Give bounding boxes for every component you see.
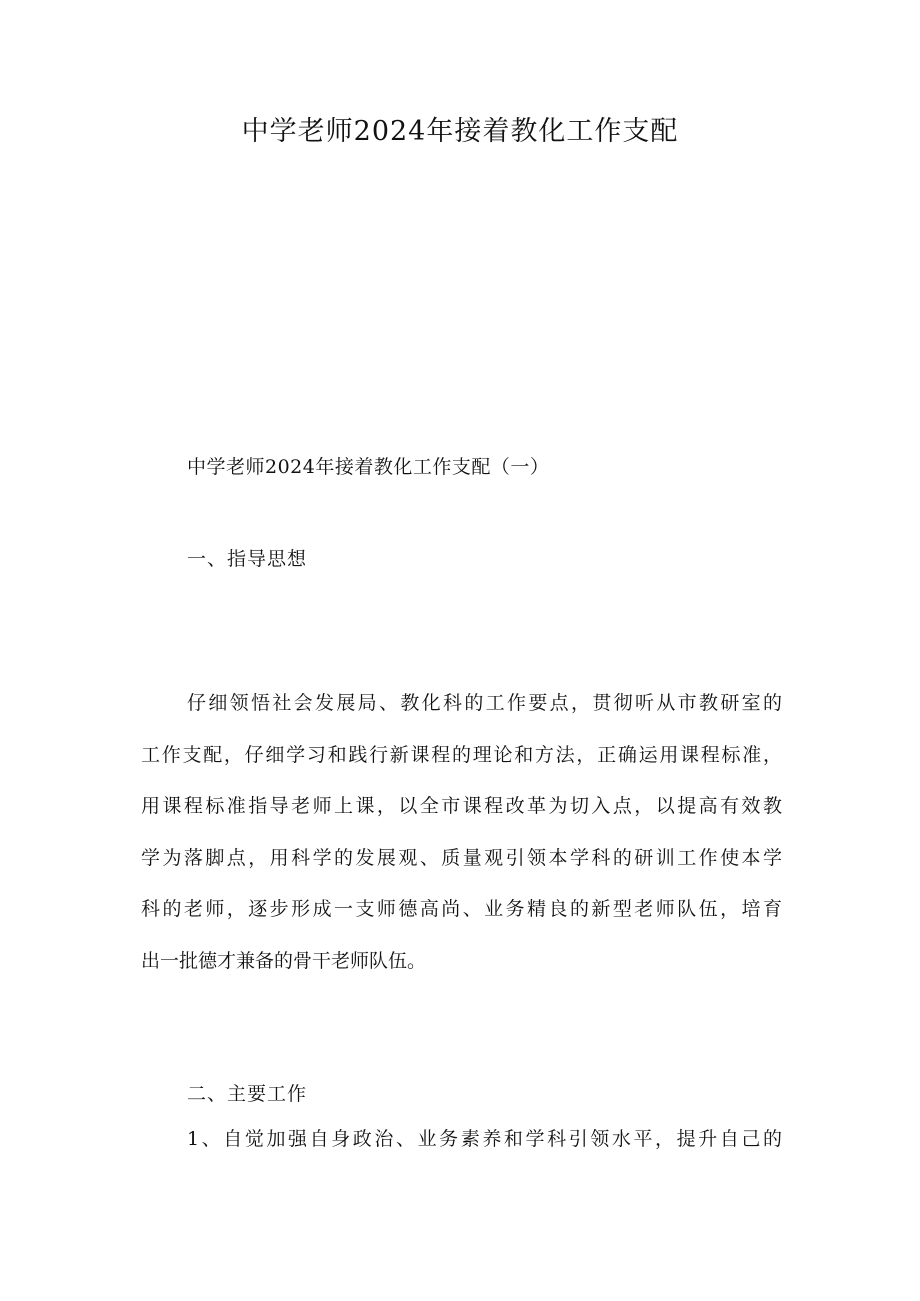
paragraph-line: 学为落脚点，用科学的发展观、质量观引领本学科的研训工作使本学 bbox=[141, 846, 782, 869]
paragraph-line: 科的老师，逐步形成一支师德高尚、业务精良的新型老师队伍，培育 bbox=[141, 898, 782, 920]
section-2-heading: 二、主要工作 bbox=[187, 1083, 308, 1105]
section-1-heading: 一、指导思想 bbox=[187, 548, 308, 570]
paragraph-line: 仔细领悟社会发展局、教化科的工作要点，贯彻听从市教研室的 bbox=[187, 692, 782, 714]
document-subtitle: 中学老师2024年接着教化工作支配（一） bbox=[187, 456, 550, 478]
paragraph-line: 用课程标准指导老师上课，以全市课程改革为切入点，以提高有效教 bbox=[141, 795, 782, 817]
section-2-item-1 bbox=[141, 1124, 782, 1176]
paragraph-line: 工作支配，仔细学习和践行新课程的理论和方法，正确运用课程标准， bbox=[141, 743, 782, 766]
section-1-paragraph bbox=[141, 688, 782, 997]
document-title: 中学老师2024年接着教化工作支配 bbox=[241, 116, 679, 147]
paragraph-line: 1、自觉加强自身政治、业务素养和学科引领水平，提升自己的 bbox=[187, 1128, 782, 1150]
paragraph-line: 出一批德才兼备的骨干老师队伍。 bbox=[141, 949, 427, 972]
